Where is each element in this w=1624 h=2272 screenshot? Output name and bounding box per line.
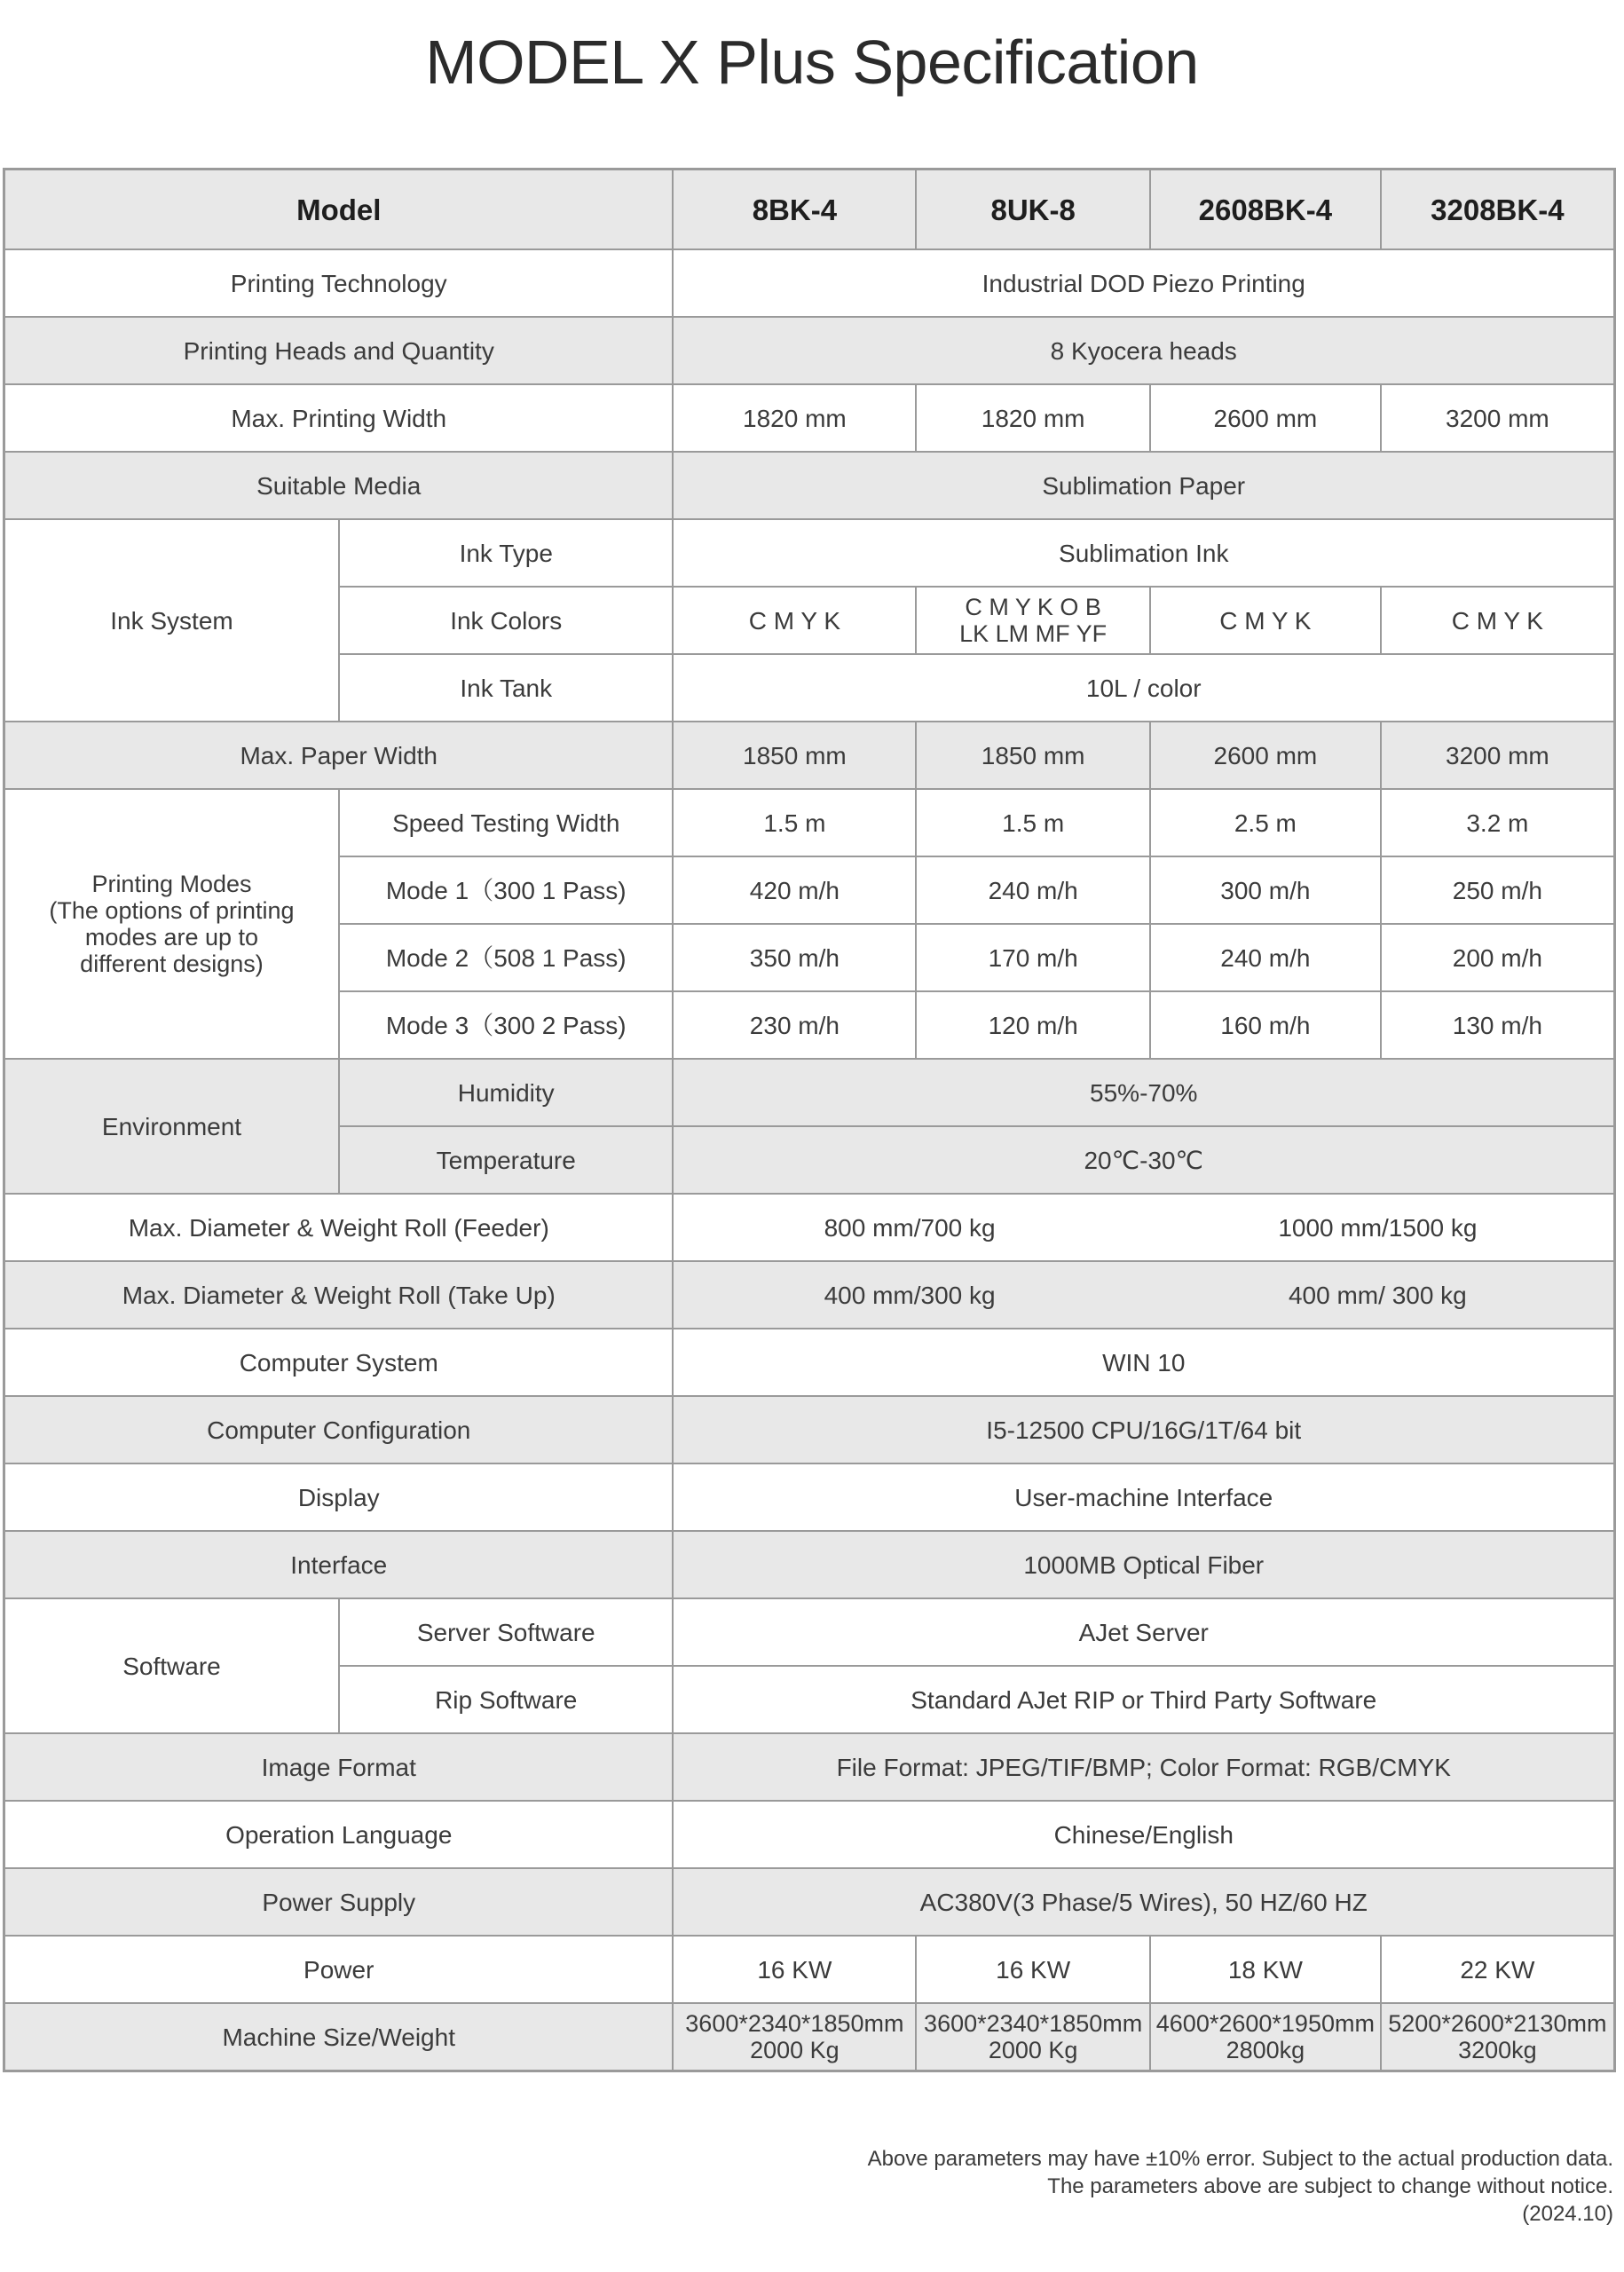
row-label: Display xyxy=(4,1463,674,1531)
cell-value: 2600 mm xyxy=(1150,384,1381,452)
sub-label: Server Software xyxy=(339,1598,674,1666)
cell-value: 230 m/h xyxy=(673,991,916,1059)
cell-value xyxy=(673,2003,916,2071)
row-roll-feeder xyxy=(4,1194,1615,1261)
cell-value: 300 m/h xyxy=(1150,856,1381,924)
cell-value: C M Y K xyxy=(1150,587,1381,654)
ink-colors-line2: LK LM MF YF xyxy=(959,620,1108,647)
cell-value: 1850 mm xyxy=(916,722,1150,789)
sub-label: Ink Type xyxy=(339,519,674,587)
group-label-printing-modes xyxy=(4,789,339,1059)
cell-value: 200 m/h xyxy=(1381,924,1615,991)
cell-value xyxy=(1381,2003,1615,2071)
row-display xyxy=(4,1463,1615,1531)
cell-value: C M Y K xyxy=(673,587,916,654)
cell-value: 3200 mm xyxy=(1381,384,1615,452)
cell-value: 3.2 m xyxy=(1381,789,1615,856)
sub-label: Rip Software xyxy=(339,1666,674,1733)
row-value: Chinese/English xyxy=(673,1801,1614,1868)
row-label: Max. Printing Width xyxy=(4,384,674,452)
row-value: AC380V(3 Phase/5 Wires), 50 HZ/60 HZ xyxy=(673,1868,1614,1936)
row-interface xyxy=(4,1531,1615,1598)
row-max-printing-width xyxy=(4,384,1615,452)
cell-value: 1820 mm xyxy=(916,384,1150,452)
sub-label: Mode 2（508 1 Pass) xyxy=(339,924,674,991)
row-value: Industrial DOD Piezo Printing xyxy=(673,249,1614,317)
sub-label: Mode 1（300 1 Pass) xyxy=(339,856,674,924)
cell-value: 170 m/h xyxy=(916,924,1150,991)
row-value: 10L / color xyxy=(673,654,1614,722)
cell-value: 1820 mm xyxy=(673,384,916,452)
cell-value: 3200 mm xyxy=(1381,722,1615,789)
row-power xyxy=(4,1936,1615,2003)
page-title: MODEL X Plus Specification xyxy=(425,28,1199,97)
header-model-2: 8UK-8 xyxy=(916,170,1150,250)
cell-value: 1.5 m xyxy=(673,789,916,856)
row-label: Max. Diameter & Weight Roll (Take Up) xyxy=(4,1261,674,1329)
row-image-format xyxy=(4,1733,1615,1801)
row-humidity xyxy=(4,1059,1615,1126)
row-value: WIN 10 xyxy=(673,1329,1614,1396)
header-model: Model xyxy=(4,170,674,250)
header-model-1: 8BK-4 xyxy=(673,170,916,250)
cell-value: 16 KW xyxy=(673,1936,916,2003)
row-label: Max. Diameter & Weight Roll (Feeder) xyxy=(4,1194,674,1261)
machine-size: 3600*2340*1850mm xyxy=(685,2010,904,2037)
row-value: Sublimation Ink xyxy=(673,519,1614,587)
row-value: 55%-70% xyxy=(673,1059,1614,1126)
cell-value: 120 m/h xyxy=(916,991,1150,1059)
footnote-line3: (2024.10) xyxy=(1522,2202,1613,2226)
row-printing-technology xyxy=(4,249,1615,317)
cell-value: 22 KW xyxy=(1381,1936,1615,2003)
row-printing-heads xyxy=(4,317,1615,384)
sub-label: Mode 3（300 2 Pass) xyxy=(339,991,674,1059)
cell-value: 1.5 m xyxy=(916,789,1150,856)
row-computer-configuration xyxy=(4,1396,1615,1463)
roll-feeder-value-b: 1000 mm/1500 kg xyxy=(1278,1213,1478,1242)
row-label: Operation Language xyxy=(4,1801,674,1868)
machine-weight: 2000 Kg xyxy=(988,2037,1078,2063)
printing-modes-line3: modes are up to xyxy=(84,924,259,951)
row-value: 8 Kyocera heads xyxy=(673,317,1614,384)
machine-weight: 3200kg xyxy=(1458,2037,1537,2063)
group-label-ink-system: Ink System xyxy=(4,519,339,722)
machine-size: 4600*2600*1950mm xyxy=(1155,2010,1375,2037)
row-label: Suitable Media xyxy=(4,452,674,519)
printing-modes-line4: different designs) xyxy=(80,951,264,977)
ink-colors-line1: C M Y K O B xyxy=(965,594,1101,620)
roll-feeder-value-a: 800 mm/700 kg xyxy=(824,1213,996,1242)
row-label: Machine Size/Weight xyxy=(4,2003,674,2071)
machine-size: 5200*2600*2130mm xyxy=(1388,2010,1607,2037)
row-suitable-media xyxy=(4,452,1615,519)
printing-modes-line1: Printing Modes xyxy=(91,871,252,897)
cell-value: 130 m/h xyxy=(1381,991,1615,1059)
row-roll-takeup xyxy=(4,1261,1615,1329)
roll-takeup-value-b: 400 mm/ 300 kg xyxy=(1288,1281,1467,1309)
row-label: Computer System xyxy=(4,1329,674,1396)
row-operation-language xyxy=(4,1801,1615,1868)
header-model-3: 2608BK-4 xyxy=(1150,170,1381,250)
group-label-environment: Environment xyxy=(4,1059,339,1194)
row-value xyxy=(673,1261,1614,1329)
row-value xyxy=(673,1194,1614,1261)
cell-value: 18 KW xyxy=(1150,1936,1381,2003)
cell-value: 16 KW xyxy=(916,1936,1150,2003)
cell-value: 1850 mm xyxy=(673,722,916,789)
cell-value xyxy=(916,2003,1150,2071)
sub-label: Speed Testing Width xyxy=(339,789,674,856)
roll-takeup-value-a: 400 mm/300 kg xyxy=(824,1281,996,1309)
row-label: Max. Paper Width xyxy=(4,722,674,789)
row-value: 20℃-30℃ xyxy=(673,1126,1614,1194)
row-speed-testing-width xyxy=(4,789,1615,856)
cell-value: 2.5 m xyxy=(1150,789,1381,856)
group-label-software: Software xyxy=(4,1598,339,1733)
row-value: File Format: JPEG/TIF/BMP; Color Format: RGB/CMYK xyxy=(673,1733,1614,1801)
footnote-line2: The parameters above are subject to change without notice. xyxy=(1047,2174,1613,2198)
cell-value: 420 m/h xyxy=(673,856,916,924)
sub-label: Ink Tank xyxy=(339,654,674,722)
row-ink-type xyxy=(4,519,1615,587)
cell-value: 350 m/h xyxy=(673,924,916,991)
row-value: AJet Server xyxy=(673,1598,1614,1666)
cell-value: 250 m/h xyxy=(1381,856,1615,924)
cell-value: 240 m/h xyxy=(916,856,1150,924)
cell-value: C M Y K xyxy=(1381,587,1615,654)
row-value: User-machine Interface xyxy=(673,1463,1614,1531)
row-machine-size xyxy=(4,2003,1615,2071)
cell-value xyxy=(1150,2003,1381,2071)
row-label: Image Format xyxy=(4,1733,674,1801)
row-server-software xyxy=(4,1598,1615,1666)
row-value: Sublimation Paper xyxy=(673,452,1614,519)
cell-value: 2600 mm xyxy=(1150,722,1381,789)
row-label: Power Supply xyxy=(4,1868,674,1936)
printing-modes-line2: (The options of printing xyxy=(49,897,295,924)
row-value: Standard AJet RIP or Third Party Software xyxy=(673,1666,1614,1733)
header-model-4: 3208BK-4 xyxy=(1381,170,1615,250)
row-label: Printing Heads and Quantity xyxy=(4,317,674,384)
footnote-line1: Above parameters may have ±10% error. Subject to the actual production data. xyxy=(867,2147,1613,2171)
row-max-paper-width xyxy=(4,722,1615,789)
machine-size: 3600*2340*1850mm xyxy=(924,2010,1143,2037)
row-value: 1000MB Optical Fiber xyxy=(673,1531,1614,1598)
row-label: Interface xyxy=(4,1531,674,1598)
sub-label: Humidity xyxy=(339,1059,674,1126)
machine-weight: 2800kg xyxy=(1226,2037,1305,2063)
sub-label: Temperature xyxy=(339,1126,674,1194)
footnote xyxy=(868,2145,1613,2228)
row-value: I5-12500 CPU/16G/1T/64 bit xyxy=(673,1396,1614,1463)
spec-table xyxy=(3,168,1616,2072)
sub-label: Ink Colors xyxy=(339,587,674,654)
row-label: Computer Configuration xyxy=(4,1396,674,1463)
row-label: Power xyxy=(4,1936,674,2003)
row-power-supply xyxy=(4,1868,1615,1936)
cell-value xyxy=(916,587,1150,654)
row-label: Printing Technology xyxy=(4,249,674,317)
row-computer-system xyxy=(4,1329,1615,1396)
cell-value: 240 m/h xyxy=(1150,924,1381,991)
cell-value: 160 m/h xyxy=(1150,991,1381,1059)
machine-weight: 2000 Kg xyxy=(750,2037,840,2063)
header-row xyxy=(4,170,1615,250)
